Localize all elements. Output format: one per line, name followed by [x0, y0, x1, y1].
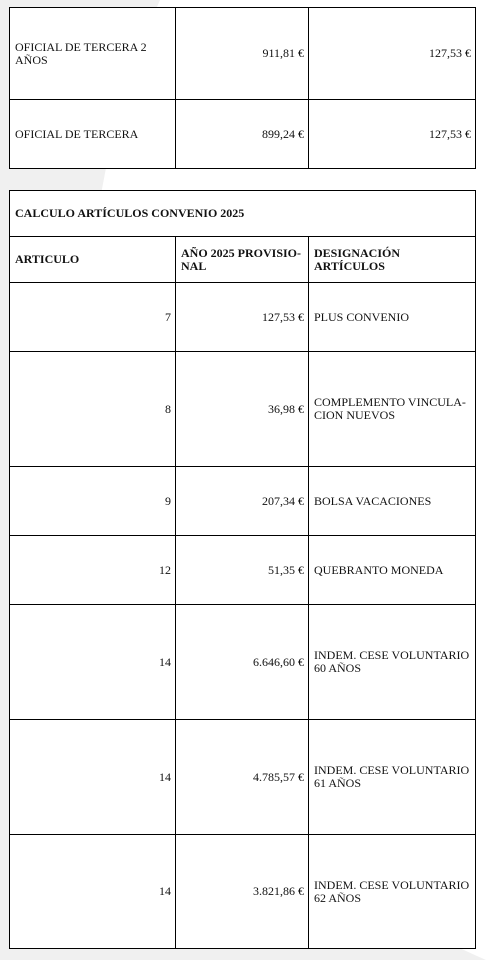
- article-cell: 8: [10, 352, 176, 467]
- plus-cell: 127,53 €: [309, 100, 476, 169]
- designation-cell: PLUS CONVENIO: [309, 283, 476, 352]
- designation-cell: BOLSA VACACIONES: [309, 467, 476, 536]
- designation-cell: INDEM. CESE VOLUNTARIO 60 AÑOS: [309, 605, 476, 720]
- table-row: [10, 100, 476, 169]
- category-cell: OFICIAL DE TERCERA 2 AÑOS: [10, 8, 176, 100]
- amount-cell: 51,35 €: [176, 536, 309, 605]
- amount-cell: 4.785,57 €: [176, 720, 309, 835]
- article-cell: 12: [10, 536, 176, 605]
- table-row: [10, 835, 476, 949]
- table-row: [10, 352, 476, 467]
- amount-cell: 6.646,60 €: [176, 605, 309, 720]
- article-cell: 14: [10, 720, 176, 835]
- amount-cell: 36,98 €: [176, 352, 309, 467]
- wage-table: [9, 7, 476, 169]
- header-amount: AÑO 2025 PROVISIO-NAL: [176, 237, 309, 283]
- article-cell: 7: [10, 283, 176, 352]
- amount-cell: 911,81 €: [176, 8, 309, 100]
- amount-cell: 127,53 €: [176, 283, 309, 352]
- plus-cell: 127,53 €: [309, 8, 476, 100]
- article-cell: 14: [10, 605, 176, 720]
- designation-cell: INDEM. CESE VOLUNTARIO 61 AÑOS: [309, 720, 476, 835]
- article-cell: 9: [10, 467, 176, 536]
- table-title-row: [10, 191, 476, 237]
- table-row: [10, 536, 476, 605]
- table-row: [10, 720, 476, 835]
- amount-cell: 207,34 €: [176, 467, 309, 536]
- table-row: [10, 283, 476, 352]
- designation-cell: INDEM. CESE VOLUNTARIO 62 AÑOS: [309, 835, 476, 949]
- table-row: [10, 467, 476, 536]
- table-header-row: [10, 237, 476, 283]
- header-article: ARTICULO: [10, 237, 176, 283]
- designation-cell: QUEBRANTO MONEDA: [309, 536, 476, 605]
- header-designation: DESIGNACIÓN ARTÍCULOS: [309, 237, 476, 283]
- category-cell: OFICIAL DE TERCERA: [10, 100, 176, 169]
- table-row: [10, 605, 476, 720]
- amount-cell: 3.821,86 €: [176, 835, 309, 949]
- designation-cell: COMPLEMENTO VINCULA-CION NUEVOS: [309, 352, 476, 467]
- article-cell: 14: [10, 835, 176, 949]
- amount-cell: 899,24 €: [176, 100, 309, 169]
- table-title: CALCULO ARTÍCULOS CONVENIO 2025: [10, 191, 476, 237]
- table-row: [10, 8, 476, 100]
- articles-table: [9, 190, 476, 949]
